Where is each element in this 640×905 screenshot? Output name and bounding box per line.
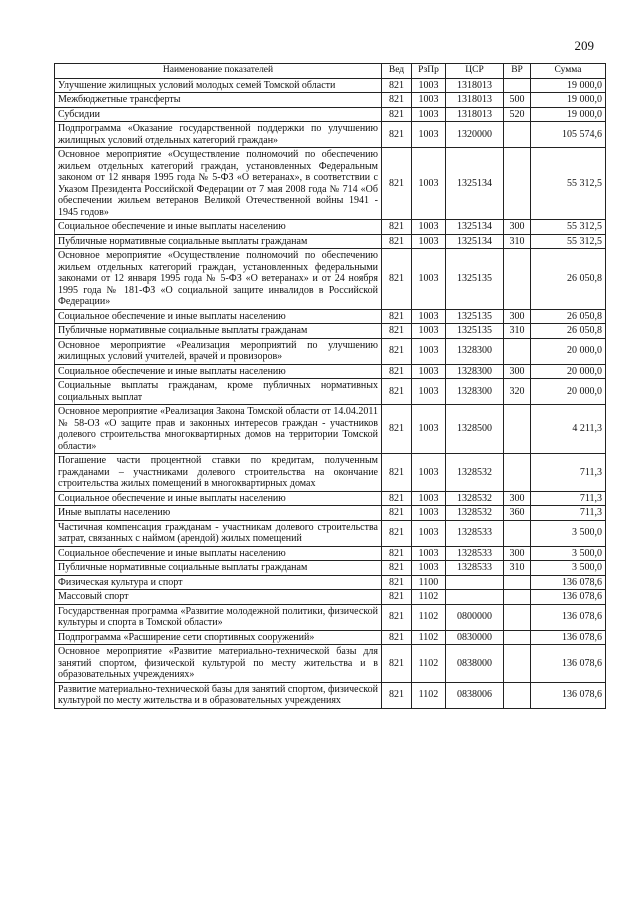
row-name: Социальные выплаты гражданам, кроме публичных нормативных социальных выплат — [55, 379, 382, 405]
row-ved: 821 — [382, 122, 412, 148]
row-ved: 821 — [382, 78, 412, 93]
table-row — [55, 364, 606, 379]
row-ved: 821 — [382, 645, 412, 683]
row-name: Основное мероприятие «Осуществление полномочий по обеспечению жильем отдельных категорий граждан, установленных Федеральным законом от 12 января 1995 года № 5-ФЗ «О ветеранах», в соответствии с Указом Президента Российской Федерации от 7 мая 2008 года № 714 «Об обеспечении жильем ветеранов Великой Отечественной войны 1941 - 1945 годов» — [55, 148, 382, 220]
row-sum: 26 050,8 — [531, 309, 606, 324]
row-sum: 55 312,5 — [531, 234, 606, 249]
row-rzpr: 1003 — [412, 364, 446, 379]
row-csr: 1325135 — [446, 249, 504, 310]
row-name: Публичные нормативные социальные выплаты гражданам — [55, 561, 382, 576]
row-vr — [504, 405, 531, 454]
row-sum: 136 078,6 — [531, 630, 606, 645]
row-rzpr: 1003 — [412, 338, 446, 364]
row-csr: 0838006 — [446, 682, 504, 708]
row-vr — [504, 148, 531, 220]
row-ved: 821 — [382, 93, 412, 108]
row-rzpr: 1003 — [412, 324, 446, 339]
row-vr: 500 — [504, 93, 531, 108]
row-name: Государственная программа «Развитие молодежной политики, физической культуры и спорта в Томской области» — [55, 604, 382, 630]
row-vr: 300 — [504, 546, 531, 561]
table-row — [55, 506, 606, 521]
row-sum: 20 000,0 — [531, 338, 606, 364]
row-rzpr: 1102 — [412, 682, 446, 708]
row-name: Массовый спорт — [55, 590, 382, 605]
row-ved: 821 — [382, 454, 412, 492]
row-csr: 1328532 — [446, 506, 504, 521]
row-sum: 105 574,6 — [531, 122, 606, 148]
row-csr: 0800000 — [446, 604, 504, 630]
row-name: Межбюджетные трансферты — [55, 93, 382, 108]
budget-table — [54, 63, 606, 709]
row-rzpr: 1003 — [412, 249, 446, 310]
row-vr — [504, 338, 531, 364]
row-vr: 300 — [504, 491, 531, 506]
table-row — [55, 234, 606, 249]
header-ved: Вед — [382, 64, 412, 79]
table-row — [55, 122, 606, 148]
row-csr: 1318013 — [446, 93, 504, 108]
header-name: Наименование показателей — [55, 64, 382, 79]
row-rzpr: 1003 — [412, 379, 446, 405]
table-row — [55, 338, 606, 364]
table-row — [55, 645, 606, 683]
row-sum: 20 000,0 — [531, 364, 606, 379]
table-row — [55, 546, 606, 561]
table-row — [55, 590, 606, 605]
row-csr: 1325134 — [446, 234, 504, 249]
row-ved: 821 — [382, 234, 412, 249]
row-sum: 4 211,3 — [531, 405, 606, 454]
row-vr — [504, 454, 531, 492]
row-name: Публичные нормативные социальные выплаты гражданам — [55, 234, 382, 249]
row-sum: 136 078,6 — [531, 682, 606, 708]
row-ved: 821 — [382, 249, 412, 310]
row-vr: 310 — [504, 324, 531, 339]
table-row — [55, 379, 606, 405]
row-ved: 821 — [382, 309, 412, 324]
row-name: Социальное обеспечение и иные выплаты населению — [55, 546, 382, 561]
table-row — [55, 78, 606, 93]
row-csr — [446, 575, 504, 590]
table-row — [55, 93, 606, 108]
row-csr: 1325134 — [446, 220, 504, 235]
table-header-row — [55, 64, 606, 79]
row-csr: 1320000 — [446, 122, 504, 148]
row-sum: 136 078,6 — [531, 590, 606, 605]
row-name: Основное мероприятие «Реализация мероприятий по улучшению жилищных условий учителей, врачей и провизоров» — [55, 338, 382, 364]
row-vr — [504, 682, 531, 708]
row-csr: 0838000 — [446, 645, 504, 683]
row-vr: 300 — [504, 220, 531, 235]
row-vr — [504, 575, 531, 590]
row-csr: 1328533 — [446, 520, 504, 546]
row-rzpr: 1003 — [412, 122, 446, 148]
row-vr: 320 — [504, 379, 531, 405]
row-rzpr: 1003 — [412, 405, 446, 454]
row-csr: 1318013 — [446, 107, 504, 122]
row-name: Подпрограмма «Расширение сети спортивных сооружений» — [55, 630, 382, 645]
row-vr — [504, 590, 531, 605]
row-vr — [504, 520, 531, 546]
page-number: 209 — [574, 38, 594, 53]
row-ved: 821 — [382, 405, 412, 454]
row-ved: 821 — [382, 379, 412, 405]
row-csr: 1328300 — [446, 338, 504, 364]
row-csr: 1328532 — [446, 491, 504, 506]
row-name: Основное мероприятие «Развитие материально-технической базы для занятий спортом, физической культурой по месту жительства и в образовательных учреждениях» — [55, 645, 382, 683]
row-name: Социальное обеспечение и иные выплаты населению — [55, 220, 382, 235]
row-csr: 1328533 — [446, 561, 504, 576]
row-sum: 26 050,8 — [531, 324, 606, 339]
row-rzpr: 1003 — [412, 93, 446, 108]
table-row — [55, 682, 606, 708]
table-row — [55, 324, 606, 339]
row-name: Иные выплаты населению — [55, 506, 382, 521]
row-vr: 310 — [504, 561, 531, 576]
row-csr: 1325135 — [446, 309, 504, 324]
row-rzpr: 1003 — [412, 506, 446, 521]
table-row — [55, 491, 606, 506]
table-row — [55, 249, 606, 310]
table-row — [55, 405, 606, 454]
row-vr — [504, 78, 531, 93]
row-sum: 3 500,0 — [531, 561, 606, 576]
row-csr — [446, 590, 504, 605]
row-name: Подпрограмма «Оказание государственной поддержки по улучшению жилищных условий отдельных категорий граждан» — [55, 122, 382, 148]
row-vr — [504, 122, 531, 148]
row-sum: 711,3 — [531, 491, 606, 506]
table-row — [55, 630, 606, 645]
row-name: Частичная компенсация гражданам - участникам долевого строительства затрат, связанных с наймом (арендой) жилых помещений — [55, 520, 382, 546]
row-sum: 711,3 — [531, 454, 606, 492]
table-row — [55, 604, 606, 630]
row-name: Социальное обеспечение и иные выплаты населению — [55, 491, 382, 506]
row-ved: 821 — [382, 682, 412, 708]
row-name: Основное мероприятие «Осуществление полномочий по обеспечению жильем отдельных категорий граждан, установленных федеральными законами от 12 января 1995 года № 5-ФЗ «О ветеранах» и от 24 ноября 1995 года № 181-ФЗ «О социальной защите инвалидов в Российской Федерации» — [55, 249, 382, 310]
table-row — [55, 148, 606, 220]
row-ved: 821 — [382, 520, 412, 546]
row-csr: 1328532 — [446, 454, 504, 492]
row-vr: 360 — [504, 506, 531, 521]
row-rzpr: 1102 — [412, 645, 446, 683]
row-ved: 821 — [382, 220, 412, 235]
row-csr: 1325134 — [446, 148, 504, 220]
row-rzpr: 1003 — [412, 309, 446, 324]
row-rzpr: 1102 — [412, 590, 446, 605]
row-name: Погашение части процентной ставки по кредитам, полученным гражданами – участниками долевого строительства на окончание строительства жилых помещений в многоквартирных домах — [55, 454, 382, 492]
row-sum: 3 500,0 — [531, 546, 606, 561]
row-rzpr: 1003 — [412, 520, 446, 546]
row-rzpr: 1003 — [412, 107, 446, 122]
row-rzpr: 1003 — [412, 148, 446, 220]
row-ved: 821 — [382, 506, 412, 521]
row-name: Развитие материально-технической базы для занятий спортом, физической культурой по месту жительства и в образовательных учреждениях — [55, 682, 382, 708]
row-ved: 821 — [382, 546, 412, 561]
row-rzpr: 1003 — [412, 491, 446, 506]
row-sum: 711,3 — [531, 506, 606, 521]
row-ved: 821 — [382, 107, 412, 122]
row-csr: 1318013 — [446, 78, 504, 93]
row-rzpr: 1003 — [412, 561, 446, 576]
row-ved: 821 — [382, 561, 412, 576]
table-row — [55, 561, 606, 576]
table-row — [55, 107, 606, 122]
table-row — [55, 575, 606, 590]
header-sum: Сумма — [531, 64, 606, 79]
row-ved: 821 — [382, 604, 412, 630]
row-name: Улучшение жилищных условий молодых семей Томской области — [55, 78, 382, 93]
header-vr: ВР — [504, 64, 531, 79]
row-sum: 136 078,6 — [531, 604, 606, 630]
row-ved: 821 — [382, 630, 412, 645]
table-row — [55, 220, 606, 235]
row-ved: 821 — [382, 364, 412, 379]
row-sum: 55 312,5 — [531, 220, 606, 235]
row-csr: 1328300 — [446, 364, 504, 379]
row-rzpr: 1003 — [412, 454, 446, 492]
row-ved: 821 — [382, 324, 412, 339]
row-sum: 3 500,0 — [531, 520, 606, 546]
row-ved: 821 — [382, 491, 412, 506]
row-vr — [504, 645, 531, 683]
row-sum: 20 000,0 — [531, 379, 606, 405]
row-name: Публичные нормативные социальные выплаты гражданам — [55, 324, 382, 339]
row-ved: 821 — [382, 590, 412, 605]
row-sum: 136 078,6 — [531, 575, 606, 590]
row-csr: 1328500 — [446, 405, 504, 454]
row-ved: 821 — [382, 575, 412, 590]
table-row — [55, 520, 606, 546]
row-csr: 1328300 — [446, 379, 504, 405]
row-rzpr: 1102 — [412, 630, 446, 645]
row-rzpr: 1102 — [412, 604, 446, 630]
row-rzpr: 1003 — [412, 220, 446, 235]
row-vr: 300 — [504, 309, 531, 324]
row-vr: 300 — [504, 364, 531, 379]
header-rzpr: РзПр — [412, 64, 446, 79]
row-rzpr: 1003 — [412, 546, 446, 561]
row-vr — [504, 604, 531, 630]
row-sum: 26 050,8 — [531, 249, 606, 310]
row-name: Субсидии — [55, 107, 382, 122]
row-sum: 55 312,5 — [531, 148, 606, 220]
header-csr: ЦСР — [446, 64, 504, 79]
row-sum: 136 078,6 — [531, 645, 606, 683]
table-row — [55, 309, 606, 324]
row-vr: 520 — [504, 107, 531, 122]
row-name: Социальное обеспечение и иные выплаты населению — [55, 364, 382, 379]
row-rzpr: 1003 — [412, 234, 446, 249]
row-csr: 1325135 — [446, 324, 504, 339]
row-name: Основное мероприятие «Реализация Закона Томской области от 14.04.2011 № 58-ОЗ «О защите прав и законных интересов граждан - участников долевого строительства многоквартирных домов на территории Томской области» — [55, 405, 382, 454]
row-csr: 1328533 — [446, 546, 504, 561]
row-rzpr: 1100 — [412, 575, 446, 590]
row-name: Социальное обеспечение и иные выплаты населению — [55, 309, 382, 324]
row-name: Физическая культура и спорт — [55, 575, 382, 590]
row-sum: 19 000,0 — [531, 107, 606, 122]
row-sum: 19 000,0 — [531, 93, 606, 108]
row-csr: 0830000 — [446, 630, 504, 645]
row-sum: 19 000,0 — [531, 78, 606, 93]
row-vr: 310 — [504, 234, 531, 249]
table-row — [55, 454, 606, 492]
row-ved: 821 — [382, 148, 412, 220]
row-vr — [504, 249, 531, 310]
row-ved: 821 — [382, 338, 412, 364]
row-vr — [504, 630, 531, 645]
row-rzpr: 1003 — [412, 78, 446, 93]
